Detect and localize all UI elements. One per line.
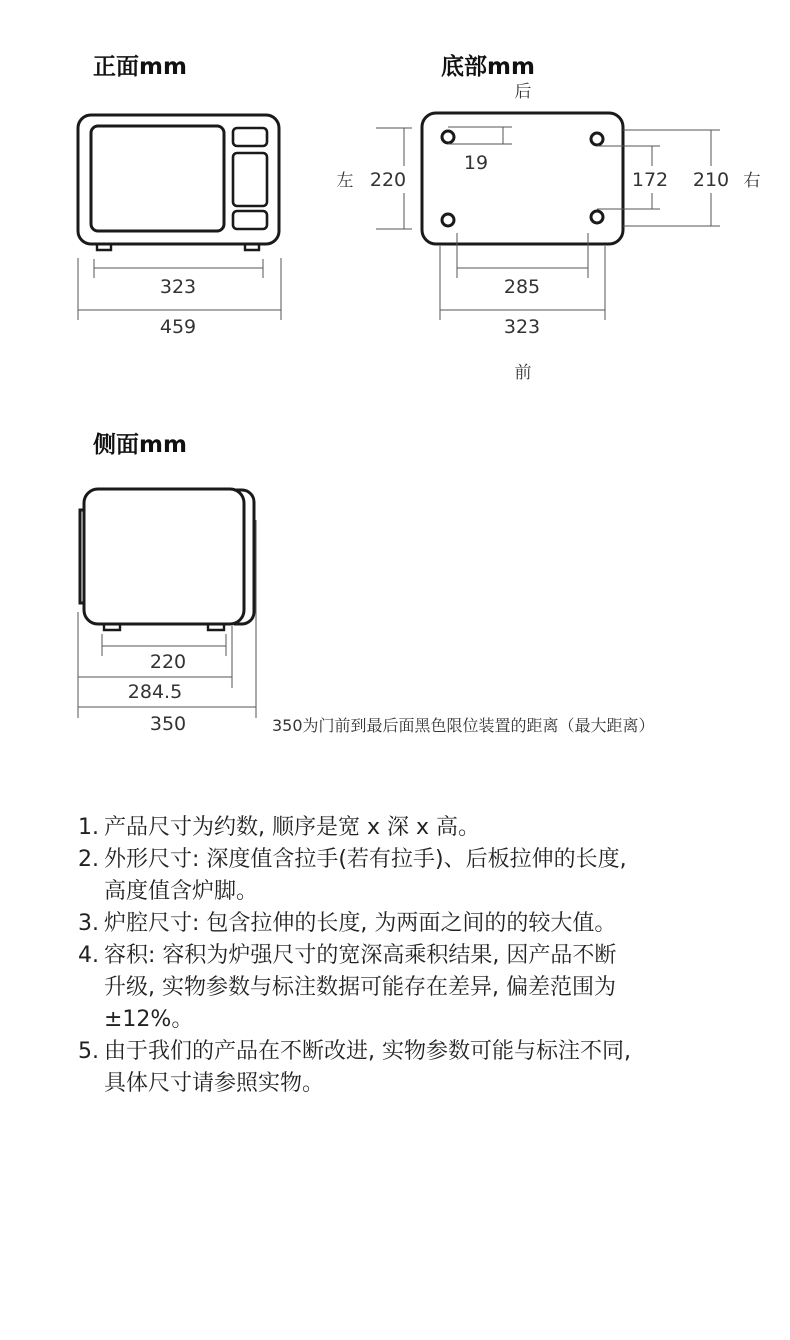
- front-view-title: 正面mm: [93, 54, 187, 80]
- bottom-back-label: 后: [514, 82, 532, 102]
- side-depth-body: 284.5: [127, 681, 183, 703]
- bottom-left-label: 左: [336, 171, 354, 191]
- note-number: 4.: [78, 943, 99, 968]
- note-item: [78, 908, 758, 940]
- note-text-continued: 高度值含炉脚。: [104, 879, 259, 904]
- note-text-continued: ±12%。: [104, 1007, 194, 1032]
- note-text-continued: 升级, 实物参数与标注数据可能存在差异, 偏差范围为: [104, 975, 616, 1000]
- side-depth-note: 350为门前到最后面黑色限位装置的距离（最大距离）: [272, 716, 655, 735]
- side-view-title: 侧面mm: [93, 432, 187, 458]
- note-item: [78, 1036, 758, 1100]
- bottom-right-label: 右: [743, 171, 761, 191]
- note-text: 容积: 容积为炉强尺寸的宽深高乘积结果, 因产品不断: [104, 943, 617, 968]
- bottom-foot-inset: 19: [463, 152, 489, 174]
- bottom-front-label: 前: [514, 363, 532, 383]
- bottom-view-diagram: [300, 0, 790, 400]
- note-text-continued: 具体尺寸请参照实物。: [104, 1071, 325, 1096]
- notes-list: [78, 812, 758, 1100]
- microwave-bottom: [422, 113, 623, 244]
- note-item: [78, 812, 758, 844]
- note-text: 产品尺寸为约数, 顺序是宽 x 深 x 高。: [104, 815, 480, 840]
- note-text: 由于我们的产品在不断改进, 实物参数可能与标注不同,: [104, 1039, 631, 1064]
- bottom-right-inner: 172: [631, 169, 669, 191]
- side-depth-feet: 220: [149, 651, 187, 673]
- note-text: 外形尺寸: 深度值含拉手(若有拉手)、后板拉伸的长度,: [104, 847, 627, 872]
- note-item: [78, 940, 758, 1036]
- bottom-dimension-lines: [376, 127, 720, 320]
- microwave-side: [80, 489, 254, 630]
- note-number: 1.: [78, 815, 99, 840]
- bottom-right-outer: 210: [692, 169, 730, 191]
- microwave-front: [78, 115, 279, 250]
- bottom-view-title: 底部mm: [441, 54, 535, 80]
- front-view-diagram: [0, 0, 300, 360]
- side-view-diagram: [0, 470, 300, 750]
- note-text: 炉腔尺寸: 包含拉伸的长度, 为两面之间的的较大值。: [104, 911, 617, 936]
- bottom-width-inner: 285: [503, 276, 541, 298]
- side-depth-total: 350: [149, 713, 187, 735]
- bottom-left-depth: 220: [369, 169, 407, 191]
- bottom-width-outer: 323: [503, 316, 541, 338]
- front-width-inner: 323: [159, 276, 197, 298]
- note-item: [78, 844, 758, 908]
- note-number: 3.: [78, 911, 99, 936]
- note-number: 2.: [78, 847, 99, 872]
- note-number: 5.: [78, 1039, 99, 1064]
- front-width-outer: 459: [159, 316, 197, 338]
